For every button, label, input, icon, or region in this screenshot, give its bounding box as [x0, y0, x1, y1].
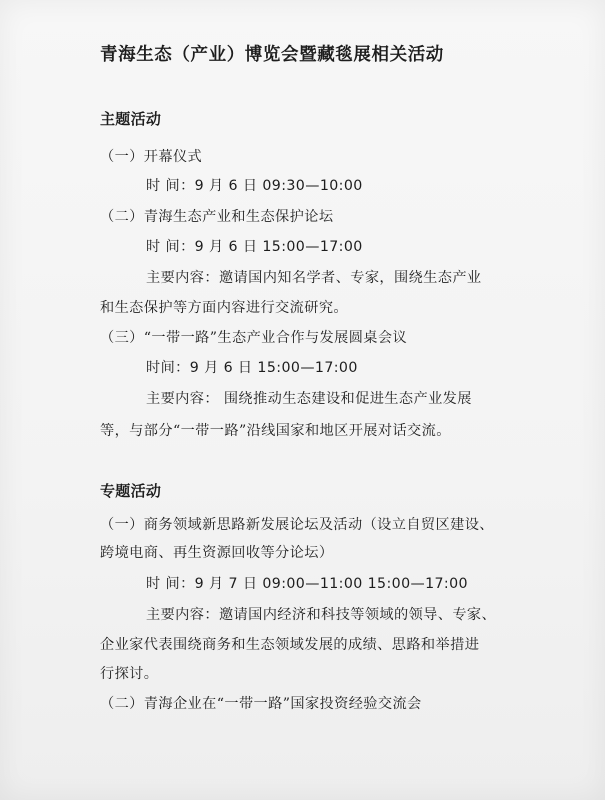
section-heading-theme-activities: 主题活动 — [100, 110, 162, 128]
item-ecology-forum: （二）青海生态产业和生态保护论坛 — [100, 209, 334, 225]
item-belt-road-roundtable-time: 时间：9 月 6 日 15:00—17:00 — [146, 360, 358, 376]
item-commerce-forum-time: 时 间：9 月 7 日 09:00—11:00 15:00—17:00 — [146, 576, 468, 592]
item-opening-ceremony-time: 时 间：9 月 6 日 09:30—10:00 — [146, 178, 363, 194]
section-heading-special-activities: 专题活动 — [100, 482, 162, 500]
item-commerce-forum-content-line3: 行探讨。 — [100, 666, 159, 682]
item-ecology-forum-content-line2: 和生态保护等方面内容进行交流研究。 — [100, 300, 348, 316]
item-belt-road-roundtable-content-line1: 主要内容： 围绕推动生态建设和促进生态产业发展 — [146, 391, 472, 407]
item-commerce-forum-line1: （一）商务领域新思路新发展论坛及活动（设立自贸区建设、 — [100, 517, 494, 533]
item-ecology-forum-time: 时 间：9 月 6 日 15:00—17:00 — [146, 239, 363, 255]
document-title: 青海生态（产业）博览会暨藏毯展相关活动 — [100, 45, 444, 65]
item-belt-road-roundtable: （三）“一带一路”生态产业合作与发展圆桌会议 — [100, 330, 408, 346]
item-belt-road-roundtable-content-line2: 等，与部分“一带一路”沿线国家和地区开展对话交流。 — [100, 423, 451, 439]
item-opening-ceremony: （一）开幕仪式 — [100, 149, 203, 165]
item-commerce-forum-content-line2: 企业家代表围绕商务和生态领域发展的成绩、思路和举措进 — [100, 637, 480, 653]
item-investment-exchange: （二）青海企业在“一带一路”国家投资经验交流会 — [100, 696, 422, 712]
item-commerce-forum-line2: 跨境电商、再生资源回收等分论坛） — [100, 545, 334, 561]
item-ecology-forum-content-line1: 主要内容：邀请国内知名学者、专家，围绕生态产业 — [146, 270, 482, 286]
item-commerce-forum-content-line1: 主要内容：邀请国内经济和科技等领域的领导、专家、 — [146, 607, 497, 623]
